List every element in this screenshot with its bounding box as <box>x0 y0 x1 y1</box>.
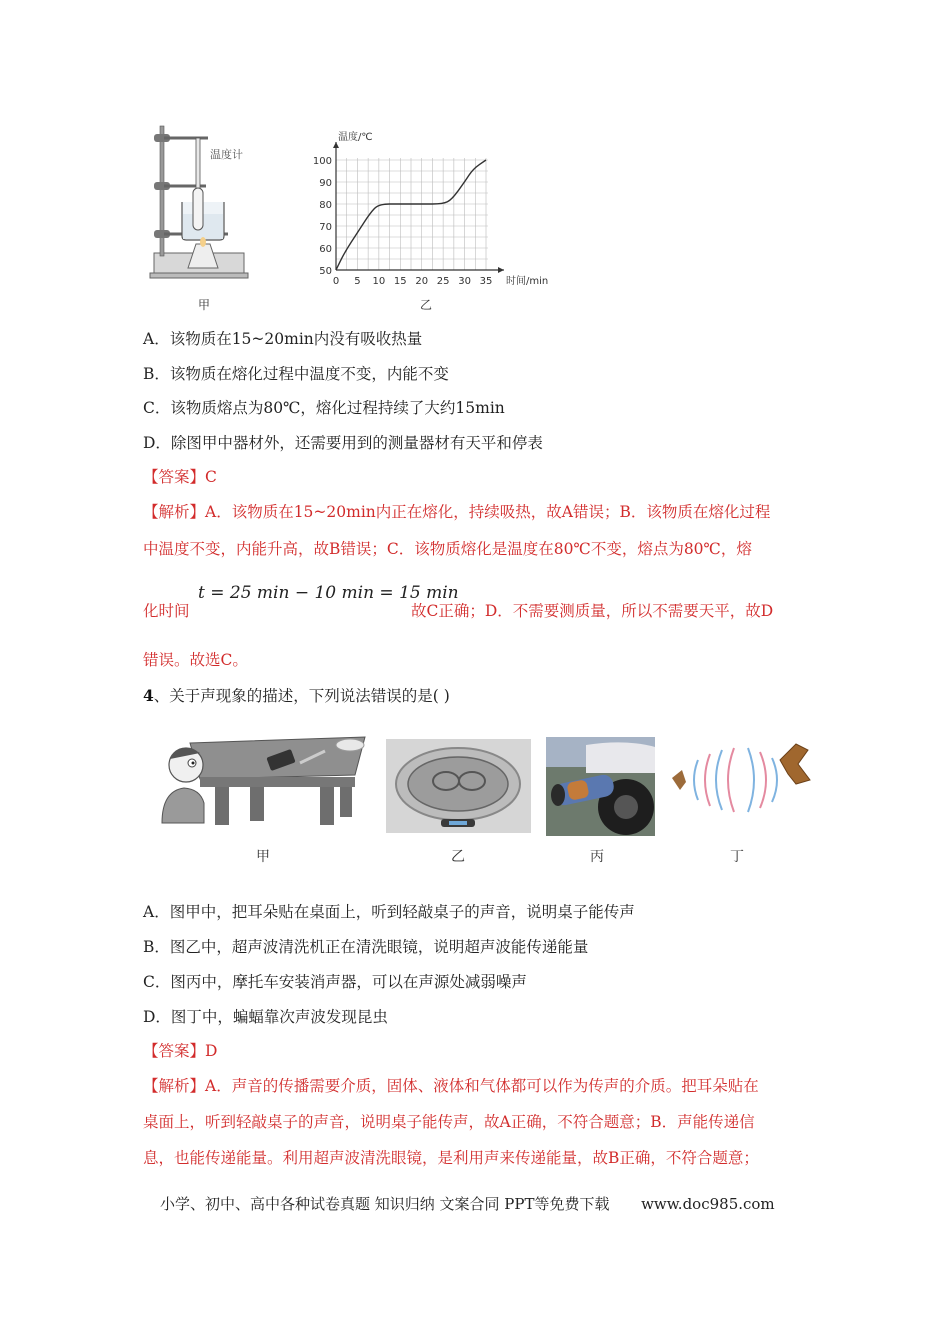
q4-option-b: B．图乙中，超声波清洗机正在清洗眼镜，说明超声波能传递能量 <box>143 938 589 956</box>
footer-url[interactable]: www.doc985.com <box>641 1195 775 1213</box>
q3-answer: 【答案】C <box>143 468 217 486</box>
temperature-chart <box>300 118 560 293</box>
q3-option-c: C．该物质熔点为80℃，熔化过程持续了大约15min <box>143 399 505 417</box>
q4-number: 4 <box>143 686 154 705</box>
q3-option-d: D．除图甲中器材外，还需要用到的测量器材有天平和停表 <box>143 434 543 452</box>
q4-option-d: D．图丁中，蝙蝠靠次声波发现昆虫 <box>143 1008 388 1026</box>
y-tick-label: 70 <box>319 222 332 233</box>
y-tick-label: 100 <box>312 156 332 167</box>
y-tick-label: 90 <box>319 178 332 189</box>
footer-text: 小学、初中、高中各种试卷真题 知识归纳 文案合同 PPT等免费下载 <box>160 1195 610 1213</box>
q4-stem <box>143 686 450 706</box>
y-tick-label: 60 <box>319 244 332 255</box>
caption-bing: 丙 <box>590 849 604 865</box>
caption-yi: 乙 <box>451 849 465 865</box>
desk-listener-illustration <box>160 733 370 828</box>
q3-analysis-line3a: 化时间 <box>143 602 190 620</box>
caption-ding: 丁 <box>730 849 744 865</box>
q3-analysis-line1: 【解析】A．该物质在15~20min内正在熔化，持续吸热，故A错误；B．该物质在熔化过程 <box>143 503 771 521</box>
q4-option-c: C．图丙中，摩托车安装消声器，可以在声源处减弱噪声 <box>143 973 527 991</box>
q3-analysis-line2: 中温度不变，内能升高，故B错误；C．该物质熔化是温度在80℃不变，熔点为80℃，熔 <box>143 540 752 558</box>
q4-option-a: A．图甲中，把耳朵贴在桌面上，听到轻敲桌子的声音，说明桌子能传声 <box>143 903 635 921</box>
apparatus-figure <box>148 118 253 288</box>
q3-option-a: A．该物质在15~20min内没有吸收热量 <box>143 330 423 348</box>
caption-jia-top: 甲 <box>198 298 211 312</box>
x-tick-label: 15 <box>393 276 407 287</box>
x-tick-label: 35 <box>479 276 493 287</box>
x-tick-label: 10 <box>372 276 386 287</box>
caption-yi-top: 乙 <box>420 298 433 312</box>
y-tick-label: 50 <box>319 266 332 277</box>
x-tick-label: 0 <box>332 276 340 287</box>
q4-analysis-line3: 息，也能传递能量。利用超声波清洗眼镜，是利用声来传递能量，故B正确，不符合题意； <box>143 1149 759 1167</box>
x-tick-label: 5 <box>354 276 361 287</box>
ultrasonic-cleaner-illustration <box>386 739 531 833</box>
x-tick-label: 30 <box>458 276 471 287</box>
chart-svg <box>300 118 560 293</box>
q3-analysis-line3b: 故C正确；D．不需要测质量，所以不需要天平，故D <box>411 602 774 620</box>
y-axis-label: 温度/℃ <box>338 132 373 143</box>
q4-answer: 【答案】D <box>143 1042 218 1060</box>
image-yi-cleaner <box>386 739 531 833</box>
thermometer-label: 温度计 <box>210 148 243 161</box>
y-tick-label: 80 <box>319 200 332 211</box>
footer <box>160 1193 775 1214</box>
image-ding-bat <box>668 740 813 820</box>
motorcycle-muffler-illustration <box>546 737 655 836</box>
q3-formula: t = 25 min − 10 min = 15 min <box>198 583 459 603</box>
q3-analysis-line4: 错误。故选C。 <box>143 651 248 669</box>
image-bing-motorcycle <box>546 737 655 836</box>
q4-stem-text: 、关于声现象的描述，下列说法错误的是( ) <box>153 687 450 705</box>
bat-echolocation-illustration <box>668 740 813 820</box>
x-tick-label: 25 <box>436 276 450 287</box>
x-axis-arrow <box>498 267 504 273</box>
q4-analysis-line1: 【解析】A．声音的传播需要介质，固体、液体和气体都可以作为传声的介质。把耳朵贴在 <box>143 1077 759 1095</box>
q3-option-b: B．该物质在熔化过程中温度不变，内能不变 <box>143 365 449 383</box>
q4-analysis-line2: 桌面上，听到轻敲桌子的声音，说明桌子能传声，故A正确，不符合题意；B．声能传递信 <box>143 1113 755 1131</box>
apparatus-drawing <box>148 118 253 288</box>
image-jia-desk <box>160 733 370 828</box>
x-tick-label: 20 <box>415 276 429 287</box>
x-axis-label: 时间/min <box>506 276 549 287</box>
caption-jia: 甲 <box>256 849 270 865</box>
